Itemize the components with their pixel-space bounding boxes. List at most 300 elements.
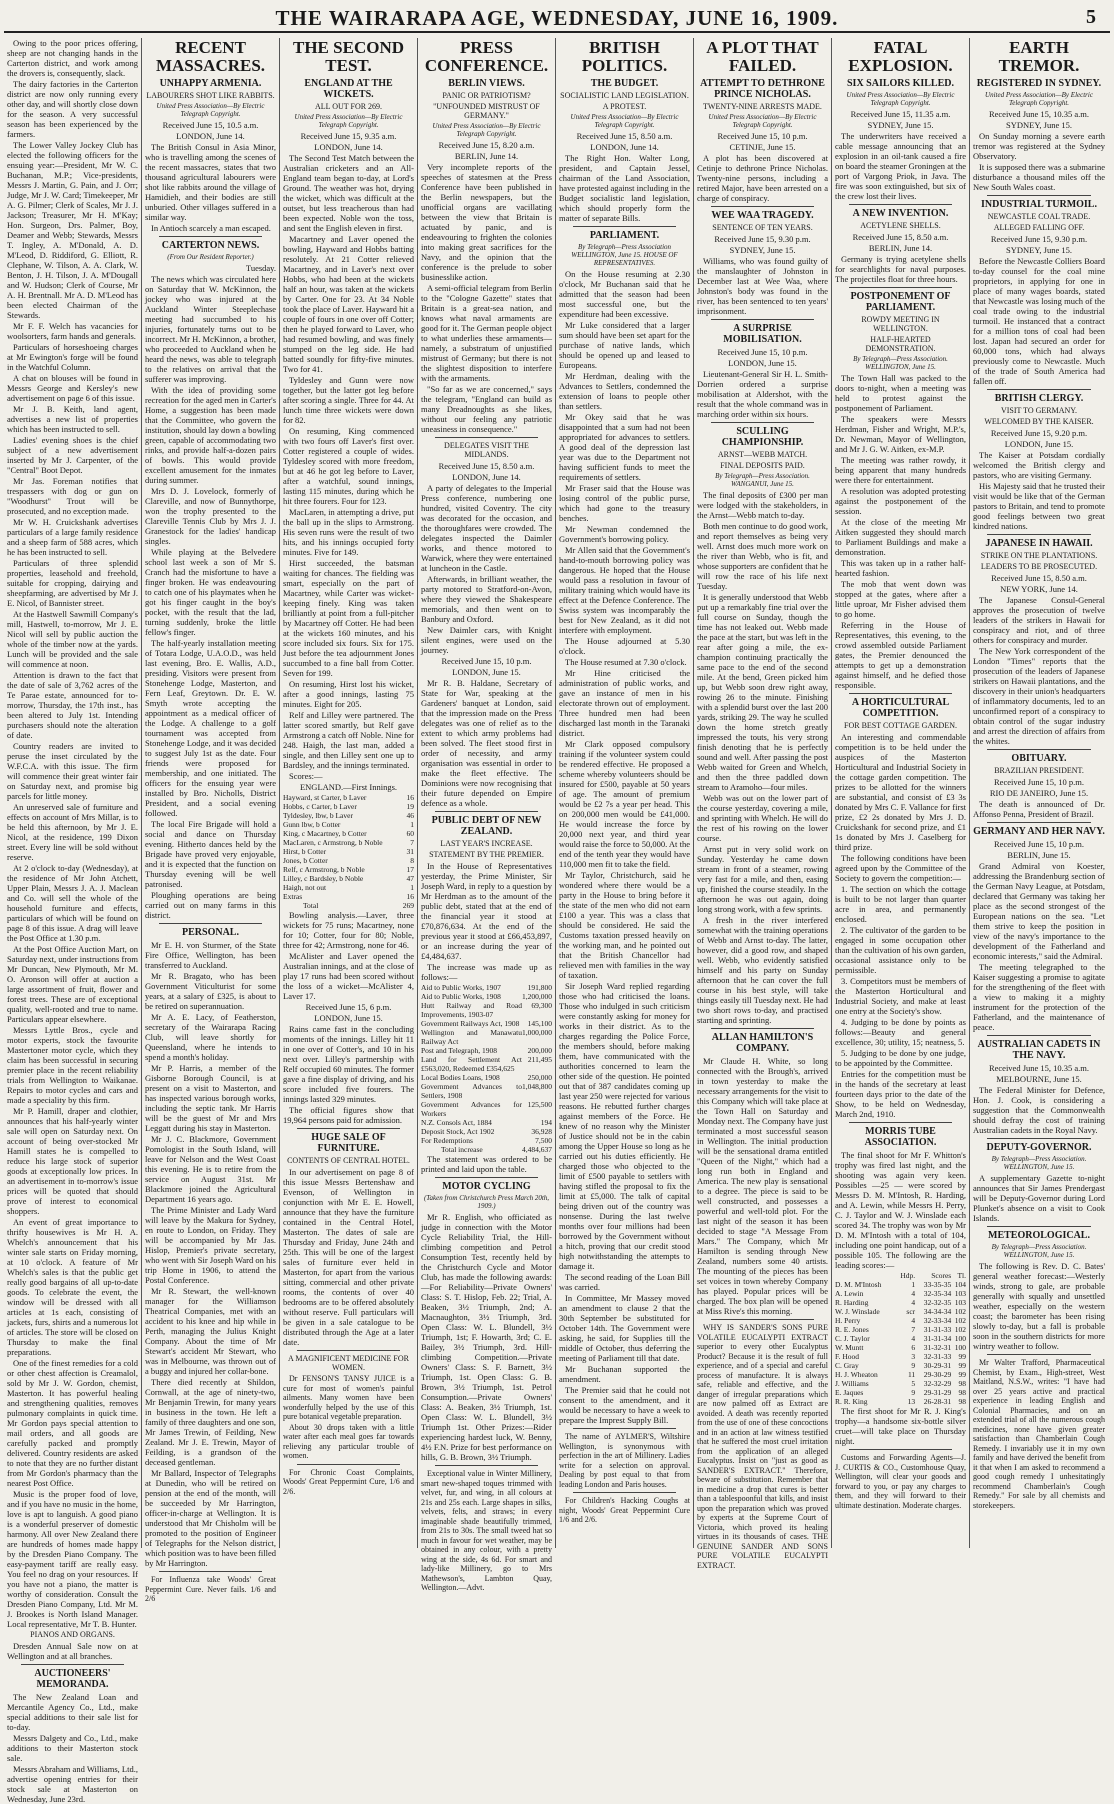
article-paragraph: The statement was ordered to be printed and laid upon the table.	[421, 1154, 552, 1174]
received-line: Received June 15, 8.20 a.m.	[438, 140, 535, 150]
debt-row	[421, 1118, 552, 1127]
article-paragraph: Macartney and Laver opened the bowling, Hayward and Hobbs batting resolutely. At 21 Cotter relieved Macartney, and in Laver's next over Hobbs, who had been at the wickets half an hour, was taken at the wickets by Carter. One for 23. At 34 Noble took the place of Laver. Hayward hit a couple of fours in one over off Cotter; then he played forward to Laver, who had resumed bowling, and was finely stumped on the leg side. He had batted soundly for fifty-five minutes. Two for 41.	[283, 234, 414, 374]
source-note: By Telegraph—Press Association. WELLINGTON, June 15.	[991, 1155, 1087, 1171]
article-paragraph: One of the finest remedies for a cold or other chest affection is Creamalol, sold by Mr J. W. Gordon, chemist, Masterton. It has powerful healing and strengthening qualities, removes pulmonary complaints in quick time. Mr Gordon pays special attention to mail orders, and all goods are carefully packed and promptly delivered. Country residents are asked to note that they are no further distant from Mr Gordon's pharmacy than the nearest Post Office.	[7, 1358, 138, 1488]
section-heading: DELEGATES VISIT THE MIDLANDS.	[444, 441, 529, 459]
table-cell: 211,495	[527, 1055, 552, 1064]
article-paragraph: Both men continue to do good work, and report themselves as being very well. Arnst does much more work on the river than Webb, who is fit, and whose supporters are confident that he will row the race of his life next Tuesday.	[697, 521, 828, 591]
divider	[987, 534, 1091, 535]
article-paragraph: The Premier said that he could not consent to the amendment, and it would be necessary to have a week to prepare the Imprest Supply Bill.	[559, 1385, 690, 1425]
article-paragraph: A party of delegates to the Imperial Press conference, numbering one hundred, visited Coventry. The city was decorated for the occasion, and the thoroughfares were crowded. The delegates inspected the Daimler works, and thence motored to Warwick, where they were entertained at luncheon in the Castle.	[421, 483, 552, 573]
table-cell: 31-32-31	[923, 1343, 952, 1352]
received-line: Received June 15, 6 p.m.	[305, 1002, 392, 1012]
divider	[573, 226, 676, 227]
article-paragraph: At 2 o'clock to-day (Wednesday), at the residence of Mr John Atchett, Upper Plain, Messrs J. A. J. Maclean and Co. will sell the whole of the household furniture and effects, particulars of which will be found on page 8 of this issue. A drag will leave the Post Office at 1.30 p.m.	[7, 863, 138, 943]
divider	[849, 1449, 952, 1450]
section-heading: AUSTRALIAN CADETS IN THE NAVY.	[977, 1039, 1101, 1061]
article-paragraph: Hirst succeeded, the batsman waiting for chances. The fielding was smart, especially on the part of Macartney, while Carter was wicket-keeping finely. King was taken brilliantly at point from a full-pitcher by Macartney off Cotter. He had been at the wickets 160 minutes, and his score included six fours. Six for 175. Just before the tea adjournment Jones succumbed to a fine ball from Cotter. Seven for 199.	[283, 558, 414, 678]
section-heading: MOTOR CYCLING	[442, 1181, 531, 1192]
article-paragraph: The New York correspondent of the London "Times" reports that the prosecution of the leaders of Japanese strikers on Hawaii plantations, and the discovery in their union's headquarters of inflammatory documents, led to an unconfirmed report of a conspiracy to obtain control of the sugar industry and arrest the direction of affairs from the whites.	[973, 646, 1105, 746]
subheadline: FOR BEST COTTAGE GARDEN.	[844, 721, 957, 730]
table-cell: H. Perry	[835, 1316, 861, 1325]
total-label: Total increase	[441, 1145, 483, 1154]
section-heading: ALLAN HAMILTON'S COMPANY.	[711, 1032, 814, 1054]
subheadline: BRAZILIAN PRESIDENT.	[994, 766, 1084, 775]
byline: (From Our Resident Reporter.)	[167, 253, 254, 261]
table-cell: 102	[954, 1307, 966, 1316]
masthead-rule	[4, 31, 1110, 33]
divider	[987, 389, 1091, 390]
scores-row	[835, 1325, 966, 1334]
section-heading: INDUSTRIAL TURMOIL.	[981, 199, 1097, 210]
table-cell: Hutt Railway and Road Improvements, 1903-07	[421, 1001, 522, 1019]
column-5	[556, 38, 694, 1548]
table-cell: 99	[958, 1361, 966, 1370]
section-heading: METEOROLOGICAL.	[988, 1230, 1090, 1241]
table-cell: 7,500	[535, 1136, 552, 1145]
headline: A PLOT THAT FAILED.	[706, 38, 819, 75]
table-cell: 103	[954, 1298, 966, 1307]
source-note: By Telegraph—Press Association WELLINGTON, June 15. HOUSE OF REPRESENTATIVES.	[571, 243, 678, 267]
table-cell: 1,200,000	[522, 992, 552, 1001]
article-paragraph: Mr Claude H. White, so long connected with the Brough's, arrived in town yesterday to make the necessary arrangements for the visit to this Company which will take place at the Town Hall on Saturday and Monday next. The Company have just terminated a most successful season in Wellington. The initial production will be the sensational drama entitled "Queen of the Night," which had a long run both in England and America. The new play is sensational to a degree. The piece is said to be well constructed, and possesses a powerful and well-told plot. For the last night of the season it has been decided to stage "A Message From Mars." The Company, which Mr Hamilton is sending through New Zealand, numbers some 40 artists. The mounting of the pieces has been set voices in town whereby Company has played. Popular prices will be charged. The box plan will be opened at Miss Rive's this morning.	[697, 1056, 828, 1316]
received-line: Received June 15, 8.50 a.m.	[438, 461, 535, 471]
dateline: LONDON, June 15.	[314, 1013, 383, 1023]
page-number: 5	[1086, 6, 1096, 28]
dateline: LONDON, June 14.	[176, 131, 245, 141]
article-paragraph: Mr J. C. Blackmore, Government Pomologist in the South Island, will leave for Nelson and the West Coast this evening. He is to retire from the service on August 31st. Mr Blackmore joined the Agricultural Department 16 years ago.	[145, 1134, 276, 1204]
table-cell: 98	[958, 1397, 966, 1406]
subheadline: ROWDY MEETING IN WELLINGTON.	[861, 315, 940, 333]
copyright-note: United Press Association—By Electric Telegraph Copyright.	[294, 113, 403, 129]
table-cell: Land for Settlement Act £563,020, Redeemed £354,625	[421, 1055, 522, 1073]
subheadline: A PROTEST.	[602, 102, 647, 111]
article-paragraph: Mr Hine criticised the administration of public works, and gave an instance of men in his electorate thrown out of employment. Three hundred men had been discharged last month in the Taranaki district.	[559, 668, 690, 738]
table-cell: R. R. King	[835, 1397, 868, 1406]
divider	[987, 1138, 1091, 1139]
divider	[159, 923, 262, 924]
column-6	[694, 38, 832, 1570]
table-cell: 9	[911, 1361, 916, 1370]
copyright-note: United Press Association—By Electric Telegraph Copyright.	[985, 91, 1093, 107]
debt-row	[421, 1046, 552, 1055]
article-paragraph: A plot has been discovered at Cetinje to dethrone Prince Nicholas. Twenty-nine persons, including a retired Major, have been arrested on a charge of conspiracy.	[697, 153, 828, 203]
table-cell: 17	[406, 865, 414, 874]
scorecard-row	[283, 892, 414, 901]
table-cell: 100	[954, 1343, 966, 1352]
scorecard-table	[283, 793, 414, 910]
dateline: BERLIN, June 15.	[1007, 850, 1071, 860]
table-cell: King, c Macartney, b Cotter	[283, 829, 367, 838]
table-cell: 4	[911, 1289, 916, 1298]
table-cell: Gunn lbw, b Cotter	[283, 820, 341, 829]
article-paragraph: Webb was out on the lower part of the course yesterday, covering a mile, and sprinting with Whelch. He will do the rest of his rowing on the lower course.	[697, 793, 828, 843]
table-cell: scr	[906, 1307, 916, 1316]
article-paragraph: Mr Buchanan supported the amendment.	[559, 1364, 690, 1384]
table-cell: 100	[954, 1334, 966, 1343]
table-cell: F. Hood	[835, 1352, 859, 1361]
section-heading: GERMANY AND HER NAVY.	[973, 826, 1105, 837]
dateline: NEW YORK, June 14.	[1000, 584, 1078, 594]
article-paragraph: The Right Hon. Walter Long, president, and Captain Jessel, chairman of the Land Association, have protested against including in the Budget socialistic land legislation, which should properly form the matter of separate Bills.	[559, 153, 691, 223]
received-line: Received June 15, 10 p.m.	[994, 839, 1084, 849]
article-paragraph: Country readers are invited to peruse the inset circulated by the W.F.C.A. with this issue. The firm will commence their great winter fair on Saturday next, and promise big parcels for little money.	[7, 741, 138, 801]
article-paragraph: Mr F. F. Welch has vacancies for woolsorters, farm hands and generals.	[7, 321, 138, 341]
article-paragraph: In the House of Representatives yesterday, the Prime Minister, Sir Joseph Ward, in reply to a question by Mr Herdman as to the amount of the public debt, stated that at the end of the financial year it stood at £70,876,634. At the end of the previous year it stood at £66,453,897, or an increase during the year of £4,484,637.	[421, 861, 552, 961]
article-paragraph: A supplementary Gazette to-night announces that Sir James Prendergast will be Deputy-Governor during Lord Plunket's absence on a visit to Cook Islands.	[973, 1173, 1105, 1223]
article-paragraph: The House resumed at 7.30 o'clock.	[565, 657, 687, 667]
article-paragraph: MacLaren, in attempting a drive, put the ball up in the slips to Armstrong. His seven runs were the result of two hits, and his innings occupied forty minutes. Five for 149.	[283, 507, 414, 557]
table-cell: 1	[410, 820, 414, 829]
source-note: By Telegraph—Press Association. WANGANUI, June 15.	[715, 472, 810, 488]
section-heading: A SURPRISE MOBILISATION.	[723, 323, 802, 345]
subheadline: BERLIN VIEWS.	[448, 78, 525, 89]
section-heading: WEE WAA TRAGEDY.	[711, 210, 814, 221]
scorecard-row	[283, 874, 414, 883]
table-cell: Lilley, c Bardsley, b Noble	[283, 874, 364, 883]
subheadline: STATEMENT BY THE PREMIER.	[429, 850, 544, 859]
article-paragraph: The Lower Valley Jockey Club has elected the following officers for the ensuing year:—President, Mr W. C. Buchanan, M.P.; Vice-presidents, Messrs J. Martin, G. Pain, and J. Orr; Judge, Mr J. W. Card; Timekeeper, Mr A. G. Pilmer; Clerk of Scales, Mr J. J. Jackson; Treasurer, Mr H. M'Kay; Hon. Surgeon, Drs. Palmer, Boy, Deamer and Webb; Stewards, Messrs T. Ingley, A. M'Donald, A. D. M'Leod, D. Riddiford, G. Elliott, R. Clephane, W. Tilson, A. A. Clark, W. Benton, J. H. Tilson, J. A. M'Dougall and W. Hudson; Clerk of Course, Mr A. H. Brentnall. Mr A. D. M'Leod has been elected Chairman of the Stewards.	[7, 140, 138, 320]
table-cell: Hayward, st Carter, b Laver	[283, 793, 367, 802]
received-line: Received June 15, 8.50 a.m.	[576, 131, 673, 141]
table-cell: 29-31-29	[923, 1388, 952, 1397]
scores-header-cell: Hdp.	[900, 1271, 916, 1280]
subheadline: NEWCASTLE COAL TRADE.	[987, 212, 1091, 221]
article-paragraph: The Japanese Consul-General approves the prosecution of twelve leaders of the strikers in Hawaii for conspiracy and riot, and of three others for conspiracy and murder.	[973, 595, 1105, 645]
divider	[987, 1354, 1091, 1355]
table-cell: 33-35-35	[923, 1280, 952, 1289]
advertisement: Exceptional value in Winter Millinery, smart new-shaped toques trimmed with velvet, fur, and wing, in all colours at 21s and 25s each. Large shapes in silks, velvets, felts, and straws; in every imaginable shade beautifully trimmed, from 21s to 30s. The small tweed hat so much in favour for wet weather, may be obtained in any colour, with a pretty wing at the side, 4s 6d. For smart and lady-like Millinery, go to Mrs Mathewson's, Lambton Quay, Wellington.—Advt.	[421, 1469, 552, 1592]
article-paragraph: Before the Newcastle Colliers Board to-day counsel for the coal mine proprietors, in applying for one in place of many wages boards, stated that Newcastle was losing much of the coal trade owing to the industrial turmoil. He instanced that a contract for a million tons of coal had been lost. Japan had secured an order for 60,000 tons, which had always previously come to Newcastle. Much of the trade of South America had fallen off.	[973, 256, 1105, 386]
debt-row	[421, 1127, 552, 1136]
advertisement: Dr FENSON'S TANSY JUICE is a cure for most of women's painful ailments. Many women have been wonderfully helped by the use of this pure botanical vegetable preparation.	[283, 1374, 414, 1421]
article-paragraph: The dairy factories in the Carterton district are now only running every other day, and will shortly close down for the season. A very successful season has been experienced by the farmers.	[7, 79, 138, 139]
article-paragraph: 2. The cultivator of the garden to be engaged in some occupation other than the cultivation of his own garden, occasional assistance only to be permissible.	[835, 925, 967, 975]
subheadline: CONTENTS OF CENTRAL HOTEL.	[287, 1156, 410, 1165]
table-cell: 30-29-31	[923, 1361, 952, 1370]
copyright-note: United Press Association—By Electric Telegraph Copyright.	[570, 113, 679, 129]
total-value: 269	[402, 901, 414, 910]
table-cell: 99	[958, 1352, 966, 1361]
subheadline: ATTEMPT TO DETHRONE PRINCE NICHOLAS.	[700, 78, 825, 100]
article-paragraph: The second reading of the Loan Bill was carried.	[559, 1272, 690, 1292]
column-2	[142, 38, 280, 1603]
received-line: Received June 15, 9.30 p.m.	[990, 234, 1088, 244]
scores-header-row	[835, 1271, 966, 1280]
debt-row	[421, 1019, 552, 1028]
article-paragraph: Bowling analysis.—Laver, three wickets for 75 runs; Macartney, none for 10; Cotter, four for 80; Noble, three for 42; Armstrong, none for 46.	[283, 910, 414, 950]
received-line: Received June 15, 10 p.m.	[717, 131, 808, 141]
scores-row	[835, 1316, 966, 1325]
scores-row	[835, 1280, 966, 1289]
scorecard-row	[283, 838, 414, 847]
table-cell: 194	[540, 1118, 552, 1127]
article-paragraph: Mr R. Bragato, who has been Government Viticulturist for some years, at a salary of £325, is about to be retired on superannuation.	[145, 971, 276, 1011]
article-paragraph: Mr Okey said that he was disappointed that a sum had not been appropriated for advances to settlers. A good deal of the depression last year was due to the Department not having sufficient funds to meet the requirements of settlers.	[559, 412, 690, 482]
table-cell: Haigh, not out	[283, 883, 327, 892]
article-paragraph: With the idea of providing some recreation for the aged men in Carter's Home, a suggestion has been made that the Committee, who govern the institution, should lay down a bowling green, capable of accommodating two rinks, and provide half-a-dozen pairs of bowls. This would provide excellent amusement for the inmates during summer.	[145, 385, 276, 485]
article-paragraph: The Kaiser at Potsdam cordially welcomed the British clergy and pastors, who are visiting Germany.	[973, 450, 1105, 480]
article-paragraph: Williams, who was found guilty of the manslaughter of Johnston in December last at Wee Waa, where Johnston's body was found in the river, has been sentenced to ten years' imprisonment.	[697, 256, 828, 316]
received-line: Received June 15, 10 p.m.	[994, 777, 1084, 787]
subheadline: ALLEGED FALLING OFF.	[993, 223, 1085, 232]
headline: FATAL EXPLOSION.	[848, 38, 953, 75]
table-cell: Government Advances for Workers	[421, 1100, 522, 1118]
table-cell: 32-35-34	[923, 1289, 952, 1298]
section-heading: CARTERTON NEWS.	[161, 240, 260, 251]
article-paragraph: Very incomplete reports of the speeches of statesmen at the Press Conference have been published in the Berlin newspapers, but the unofficial organs are vacillating between the view that Britain is actuated by panic, and is endeavouring to frighten the colonies into making great sacrifices for the Navy, and the opinion that the conference is the prelude to sober businesslike action.	[421, 162, 552, 282]
advertisement: About 30 drops taken with a little water after each meal goes far towards relieving any particular trouble of women.	[283, 1422, 414, 1460]
table-cell: Extras	[283, 892, 303, 901]
article-paragraph: Messrs Dalgety and Co., Ltd., make additions to their Masterton stock sale.	[7, 1733, 138, 1763]
received-line: Received June 15, 8.50 a.m.	[852, 232, 949, 242]
debt-row	[421, 1001, 552, 1019]
scores-row	[835, 1361, 966, 1370]
table-cell: 191,800	[527, 983, 552, 992]
subheadline: UNHAPPY ARMENIA.	[159, 78, 262, 89]
table-cell: 16	[406, 892, 414, 901]
article-paragraph: Mr Ballard, Inspector of Telegraphs at Dunedin, who will be retired on pension at the end of the month, will be succeeded by Mr Harrington, officer-in-charge at Wellington. It is understood that Mr Chisholm will be promoted to the position of Engineer of Telegraphs for the Nelson district, which position was to have been filled by Mr Harrington.	[145, 1468, 276, 1568]
article-paragraph: The increase was made up as follows:—	[421, 962, 552, 982]
advertisement: Customs and Forwarding Agents—J. J. CURTIS & CO., Customhouse Quay, Wellington, will clear your goods and forward to you, or pay any charges to them, and they will forward to their ultimate destination. Moderate charges.	[835, 1453, 966, 1510]
section-heading: A MAGNIFICENT MEDICINE FOR WOMEN.	[288, 1354, 409, 1372]
divider	[987, 195, 1091, 196]
debt-row	[421, 1073, 552, 1082]
section-heading: PERSONAL.	[182, 927, 239, 938]
scores-row	[835, 1352, 966, 1361]
article-paragraph: Messrs Lyttle Bros., cycle and motor experts, stock the favourite Mastertoner motor cycle, which they claim has been successful in securing premier place in the recent reliability trials from Wellington to Waikanae. Repairs to motor cycles and cars and made a speciality by this firm.	[7, 1025, 138, 1105]
scores-header-cell	[835, 1271, 896, 1280]
table-cell: 98	[958, 1388, 966, 1397]
columns	[4, 38, 1110, 1804]
dateline: LONDON, June 15.	[452, 667, 521, 677]
article-paragraph: The mob that went down was stopped at the gates, where after a little uproar, Mr Fisher advised them to go home.	[835, 579, 966, 619]
scores-row	[835, 1307, 966, 1316]
advertisement: For Chronic Coast Complaints, Woods' Great Peppermint Cure, 1/6 and 2/6.	[283, 1467, 414, 1496]
table-cell: 46	[406, 811, 414, 820]
debt-row	[421, 992, 552, 1001]
article-paragraph: His Majesty said that he trusted their visit would be like that of the German pastors to Britain, and tend to promote good feelings between two great kindred nations.	[973, 481, 1105, 531]
debt-row	[421, 983, 552, 992]
divider	[849, 287, 952, 288]
divider	[849, 693, 952, 694]
divider	[711, 1028, 814, 1029]
scorecard-total-row	[283, 901, 414, 910]
divider	[297, 1464, 400, 1465]
dateline: MELBOURNE, June 15.	[996, 1074, 1082, 1084]
article-paragraph: McAlister and Laver opened the Australian innings, and at the close of play 17 runs had been scored without the loss of a wicket—McAlister 4, Laver 17.	[283, 951, 414, 1001]
subheadline: SOCIALISTIC LAND LEGISLATION.	[560, 91, 689, 100]
article-paragraph: Mr Newman condemned the Government's borrowing policy.	[559, 524, 690, 544]
section-heading: PARLIAMENT.	[589, 230, 660, 241]
scorecard-row	[283, 811, 414, 820]
table-cell: 32-32-35	[923, 1298, 952, 1307]
article-paragraph: An event of great importance to thrifty housewives is Mr H. A. Whelch's announcement that his winter sale starts on Friday morning, at 10 o'clock. A feature of Mr Whelch's sales is that the public get really good bargains of all up-to-date goods. To celebrate the event, the window will be dressed with all articles at 1s each, consisting of jackets, furs, shirts and a numerous lot of articles. The store will be closed on Thursday to make the final preparations.	[7, 1217, 138, 1357]
innings-heading: ENGLAND.—First Innings.	[299, 782, 398, 792]
source-note: By Telegraph—Press Association. WELLINGTON, June 15.	[853, 355, 948, 371]
article-paragraph: Mr Taylor, Christchurch, said he wondered where there would be a party in the House to bring before it the state of the men who did not earn £100 a year. This was a class that should be considered. He said the Customs taxation pressed heavily on the working man, and he pointed out that the British Chancellor had relieved men with families in the way of taxation.	[559, 870, 690, 980]
dateline: BERLIN, June 14.	[868, 243, 933, 253]
scorecard-row	[283, 847, 414, 856]
article-paragraph: The meeting was rather rowdy, it being apparent that many hundreds were there for entertainment.	[835, 455, 966, 485]
copyright-note: United Press Association—By Electric Telegraph Copyright.	[432, 122, 541, 138]
table-cell: 7	[410, 838, 414, 847]
scorecard-row	[283, 883, 414, 892]
subheadline: ALL OUT FOR 269.	[314, 102, 383, 111]
scorecard-row	[283, 829, 414, 838]
table-cell: 4	[911, 1334, 916, 1343]
table-cell: MacLaren, c Armstrong, b Noble	[283, 838, 383, 847]
table-cell: Tyldesley, lbw, b Laver	[283, 811, 353, 820]
dateline: LONDON, June 15.	[1004, 439, 1074, 449]
debt-row	[421, 1082, 552, 1100]
dateline: SYDNEY, June 15.	[867, 120, 934, 130]
source-note: By Telegraph—Press Association. WELLINGTON, June 15.	[991, 1243, 1087, 1259]
article-paragraph: Messrs Abraham and Williams, Ltd., advertise opening entries for their stock sale at Masterton on Wednesday, June 23rd.	[7, 1764, 138, 1804]
headline: RECENT MASSACRES.	[155, 38, 266, 75]
dateline: LONDON, June 15.	[728, 358, 797, 368]
table-cell: D. M. M'Intosh	[835, 1280, 882, 1289]
article-paragraph: Mr A. E. Lacy, of Featherston, secretary of the Wairarapa Racing Club, will leave shortly for Queensland, where he intends to spend a month's holiday.	[145, 1012, 276, 1062]
article-paragraph: The local Fire Brigade will hold a social and dance on Thursday evening. Hitherto dances held by the Brigade have proved very enjoyable, and it is expected that the function on Thursday evening will be well patronised.	[145, 819, 276, 889]
table-cell: Deposit Stock, Act 1902	[421, 1127, 495, 1136]
subheadline: VISIT TO GERMANY.	[1000, 406, 1078, 415]
article-paragraph: Music is the proper food of love, and if you have no music in the home, love is apt to languish. A good piano is a wonderful preserver of domestic harmony. All over New Zealand there are hundreds of homes made happy by the Dresden Piano Company. The easy-payment tariff are really easy. You feel no drag on your resources. If you have not a piano, the matter is worthy of consideration. Consult the Dresden Piano Company, Ltd. Mr M. J. Brookes is North Island Manager. Local representative, Mr T. B. Hunter.	[7, 1489, 138, 1629]
article-paragraph: At the close of the meeting Mr Aitken suggested they should march to Parliament Buildings and make a demonstration.	[835, 517, 966, 557]
article-paragraph: Arnst put in very solid work on Sunday. Yesterday he came down stream in front of a steamer, rowing very fast for a mile, and then, easing up, finished the course steadily. In the afternoon he was out again, doing long strong work, with a few sprints.	[697, 844, 828, 914]
table-cell: 1,000,000	[522, 1028, 552, 1037]
article-paragraph: The Prime Minister and Lady Ward will leave by the Makura for Sydney, en route to London, on Friday. They will be accompanied by Mr Jas. Hislop, Premier's private secretary, who went with Sir Joseph Ward on his trip Home in 1906, to attend the Postal Conference.	[145, 1205, 276, 1285]
debt-row	[421, 1136, 552, 1145]
section-heading: PIANOS AND ORGANS.	[30, 1630, 115, 1639]
subheadline: SIX SAILORS KILLED.	[847, 78, 954, 89]
table-cell: 5	[911, 1379, 916, 1388]
article-paragraph: Relf and Lilley were partnered. The latter scored smartly, but Relf gave Armstrong a catch off Noble. Nine for 248. Haigh, the last man, added a single, and then Lilley sent one up to Bardsley, and the innings terminated.	[283, 710, 414, 770]
table-cell: Jones, b Cotter	[283, 856, 328, 865]
scores-row	[835, 1388, 966, 1397]
scorecard-row	[283, 820, 414, 829]
table-cell: 32-31-33	[923, 1352, 952, 1361]
article-paragraph: This was taken up in a rather half-hearted fashion.	[835, 558, 966, 578]
divider	[849, 1122, 952, 1123]
subheadline: THE BUDGET.	[590, 78, 659, 89]
article-paragraph: 3. Competitors must be members of the Masterton Horticultural and Industrial Society, and make at least one entry at the Society's show.	[835, 976, 966, 1016]
dateline: Tuesday.	[245, 263, 276, 273]
table-cell: 9	[911, 1388, 916, 1397]
table-cell: 34-34-34	[923, 1307, 952, 1316]
scorecard-row	[283, 802, 414, 811]
article-paragraph: While playing at the Belvedere school last week a son of Mr S. Cranch had the misfortune to have a finger broken. He was endeavouring to catch one of his playmates when he got his finger caught in the boy's pocket, with the result that the lad, turning suddenly, broke the little fellow's finger.	[145, 547, 276, 637]
table-cell: 4	[911, 1298, 916, 1307]
table-cell: Local Bodies Loans, 1908	[421, 1073, 500, 1082]
scores-row	[835, 1379, 966, 1388]
copyright-note: United Press Association—By Electric Telegraph Copyright.	[708, 113, 817, 129]
table-cell: 250,000	[527, 1073, 552, 1082]
scorecard-row	[283, 856, 414, 865]
table-cell: W. Muntt	[835, 1343, 864, 1352]
subheadline: PANIC OR PATRIOTISM?	[442, 91, 531, 100]
divider	[987, 749, 1091, 750]
article-paragraph: The underwriters have received a cable message announcing that an explosion in an oil-tank caused a fire on board the steamer Groningen at the port of Vargong Priok, in Java. The fire was soon extinguished, but six of the crew lost their lives.	[835, 131, 966, 201]
article-paragraph: A fresh in the river interfered somewhat with the training operations of Webb and Arnst to-day. The latter, however, did a good row, and shaped well. Webb, who evidently satisfied himself and his party on Sunday afternoon that he can cover the full course in his best style, will take things easily till Tuesday next. He had two short rows to-day, and practised starting and sprinting.	[697, 915, 828, 1025]
table-cell: 103	[954, 1289, 966, 1298]
table-cell: E. Jaques	[835, 1388, 864, 1397]
article-paragraph: There died recently at Shildon, Cornwall, at the age of ninety-two, Mr Benjamin Trewin, for many years in business in the town. He left a family of three daughters and one son, Mr James Trewin, of Feilding, New Zealand. Mr J. E. Trewin, Mayor of Feilding, is a grandson of the deceased gentleman.	[145, 1377, 276, 1467]
article-paragraph: The following conditions have been agreed upon by the Committee of the Society to govern the competition:—	[835, 853, 966, 883]
article-paragraph: The meeting telegraphed to the Kaiser suggesting a promise to agitate for the strengthening of the fleet with a view to making it a mighty instrument for the protection of the Fatherland, and the maintenance of peace.	[973, 962, 1105, 1032]
divider	[987, 1035, 1091, 1036]
table-cell: 99	[958, 1370, 966, 1379]
article-paragraph: Mrs D. J. Lovelock, formerly of Clareville, and now of Bunnythorpe, won the trophy presented to the Clareville Tennis Club by Mrs J. J. Granestock for the ladies' handicap singles.	[145, 486, 276, 546]
headline: BRITISH POLITICS.	[581, 38, 668, 75]
article-paragraph: "So far as we are concerned," says the telegram, "England can build as many Dreadnoughts as she likes, without our feeling any patriotic uneasiness in consequence."	[421, 384, 552, 434]
table-cell: 32-33-34	[923, 1316, 952, 1325]
scorecard-row	[283, 793, 414, 802]
article-paragraph: On the House resuming at 2.30 o'clock, Mr Buchanan said that he admitted that the season had been most successful one, but the expenditure had been excessive.	[559, 269, 690, 319]
table-cell: Aid to Public Works, 1907	[421, 983, 501, 992]
divider	[711, 422, 814, 423]
subheadline: LEADERS TO BE PROSECUTED.	[980, 562, 1098, 571]
article-paragraph: It is supposed there was a submarine disturbance a thousand miles off the New South Wales coast.	[973, 162, 1105, 192]
divider	[573, 1492, 676, 1493]
received-line: Received June 15, 9.35 a.m.	[300, 131, 397, 141]
article-paragraph: The Federal Minister for Defence, Hon. J. Cook, is considering a suggestion that the Commonwealth should defray the cost of training Australian cadets in the Royal Navy.	[973, 1085, 1105, 1135]
column-7	[832, 38, 970, 1548]
scores-row	[835, 1370, 966, 1379]
article-paragraph: Rains came fast in the concluding moments of the innings. Lilley hit 11 in one over of Cotter's, and 10 in his next over. Lilley's partnership with Relf occupied 60 minutes. The former gave a fine display of driving, and his score included five fourers. The innings lasted 329 minutes.	[283, 1024, 414, 1104]
dateline: SYDNEY, June 15.	[729, 245, 796, 255]
advertisement: WHY IS SANDER'S SONS PURE VOLATILE EUCALYPTI EXTRACT superior to every other Eucalyptus Product? Because it is the result of full experience, and of a special and careful process of manufacture. It is always safe, reliable and effective, and the danger of irregular preparations which are now palmed off as Extract are avoided. A death was recently reported from the use of one of these concoctions and in an action at law witness testified that he suffered the most cruel irritation from the application of an alleged Eucalyptus. Insist on "just as good as SANDER'S EXTRACT." Therefore, beware of substitution. Remember that in medicine a drop that cures is better than a tablespoonful that kills, and insist upon the preparation which was proved by experts at the Supreme Court of Victoria, which proved its healing virtues in its thousands of cases. THE GENUINE SANDER AND SONS PURE VOLATILE EUCALYPTI EXTRACT.	[697, 1323, 828, 1570]
table-cell: Post and Telegraph, 1908	[421, 1046, 497, 1055]
article-paragraph: The following is Rev. D. C. Bates' general weather forecast:—Westerly winds, strong to gale, are probable generally with squally and unsettled weather, especially on the western coast; the barometer has been rising slowly to-day, but a fall is probable soon in the southern districts for more wintry weather to follow.	[973, 1261, 1105, 1351]
scorecard-row	[283, 865, 414, 874]
table-cell: W. J. Winslade	[835, 1307, 880, 1316]
section-heading: BRITISH CLERGY.	[994, 393, 1084, 404]
total-value: 4,484,637	[522, 1145, 552, 1154]
subheadline: LAST YEAR'S INCREASE.	[440, 839, 533, 848]
subheadline: WELCOMED BY THE KAISER.	[984, 417, 1094, 426]
article-paragraph: The Town Hall was packed to the doors to-night, when a meeting was held to protest against the postponement of Parliament.	[835, 373, 966, 413]
headline: EARTH TREMOR.	[998, 38, 1080, 75]
received-line: Received June 15, 10.5 a.m.	[162, 120, 259, 130]
copyright-note: United Press Association—By Electric Telegraph Copyright.	[156, 102, 265, 118]
article-paragraph: Sir Joseph Ward replied regarding those who had criticised the loans. Those who indulged in such criticism were constantly asking for money for works in their district. As to the charges regarding the Police Force, the members should, before making them, have communicated with the authorities concerned to learn the other side of the question. He pointed out that of 387 candidates coming up last year 250 were rejected for various reasons. He rebutted further charges against members of the Force. He knew of no reason why the Minister of Justice should not be in the cabin among the Upper House so long as he carried out his duties efficiently. He charged those who objected to the limit of £500 payable to settlers with having stifled the proposal to fix the limit at £5,000. The talk of capital being driven out of the country was nonsense. During the last twelve months over four millions had been borrowed by the Government without a hitch, proving that our credit stood high notwithstanding the attempts to damage it.	[559, 981, 690, 1271]
table-cell: 31-31-34	[923, 1334, 952, 1343]
divider	[987, 822, 1091, 823]
divider	[711, 206, 814, 207]
article-paragraph: The official figures show that 19,964 persons paid for admission.	[283, 1105, 414, 1125]
article-paragraph: In our advertisement on page 8 of this issue Messrs Bertenshaw and Evenson, of Wellington in conjunction with Mr E. E. Howell, announce that they have the furniture contained in the Central Hotel, Masterton. The dates of sale are Thursday and Friday, June 24th and 25th. This will be one of the largest sales of furniture ever held in Masterton, for apart from the various sitting, commercial and other private rooms, the contents of over 40 bedrooms are to be offered absolutely without reserve. Full particulars will be given in a sale catalogue to be distributed through the Age at a later date.	[283, 1167, 414, 1347]
table-cell: 102	[954, 1325, 966, 1334]
dateline: SYDNEY, June 15.	[1006, 245, 1072, 255]
scores-table	[835, 1271, 966, 1406]
section-heading: OBITUARY.	[1011, 753, 1067, 764]
divider	[849, 204, 952, 205]
article-paragraph: Scores:—	[289, 771, 323, 781]
advertisement: Mr Walter Trafford, Pharmaceutical Chemist, by Exam., High-street, West Maitland, N.S.W., writes: "I have had over 25 years active and practical experience in leading English and Colonial Pharmacies, and on an extended trial of all the numerous cough medicines, none have given greater satisfaction than Chamberlain Cough Remedy. I invariably use it in my own family and have derived the benefit from it that when I am asked to recommend a good cough remedy I unhesitatingly recommend Chamberlain's Cough Remedy." For sale by all chemists and storekeepers.	[973, 1358, 1105, 1510]
table-cell: 3	[911, 1352, 916, 1361]
table-cell: 98	[958, 1379, 966, 1388]
received-line: Received June 15, 9.20 p.m.	[990, 428, 1088, 438]
table-cell: For Redemptions	[421, 1136, 473, 1145]
table-cell: 1	[911, 1280, 916, 1289]
scores-row	[835, 1289, 966, 1298]
article-paragraph: On resuming, King commenced with two fours off Laver's first over. Cotter registered a couple of wides. Tyldesley scored with more freedom, but at 46 he got leg before to Laver, after a watchful, sound innings, lasting 115 minutes, during which he hit three fourers. Four for 123.	[283, 426, 414, 506]
table-cell: 7	[911, 1325, 916, 1334]
table-cell: 8	[410, 856, 414, 865]
article-paragraph: The half-yearly installation meeting of Totara Lodge, U.A.O.D., was held last evening, Bro. E. Wallis, A.D., presiding. Visitors were present from Stonehenge Lodge, Masterton, and Fern Leaf, Greytown. Dr. E. W. Smyth wrote accepting the appointment as a medical officer of the Lodge. A challenge to a golf tournament was accepted from Stonehenge Lodge, and it was decided to suggest July 1st as the date. Four friends were proposed for membership, and one initiated. The officers for the ensuing year were installed by Bro. Nicholls, District President, and a social evening followed.	[145, 638, 276, 818]
divider	[711, 319, 814, 320]
